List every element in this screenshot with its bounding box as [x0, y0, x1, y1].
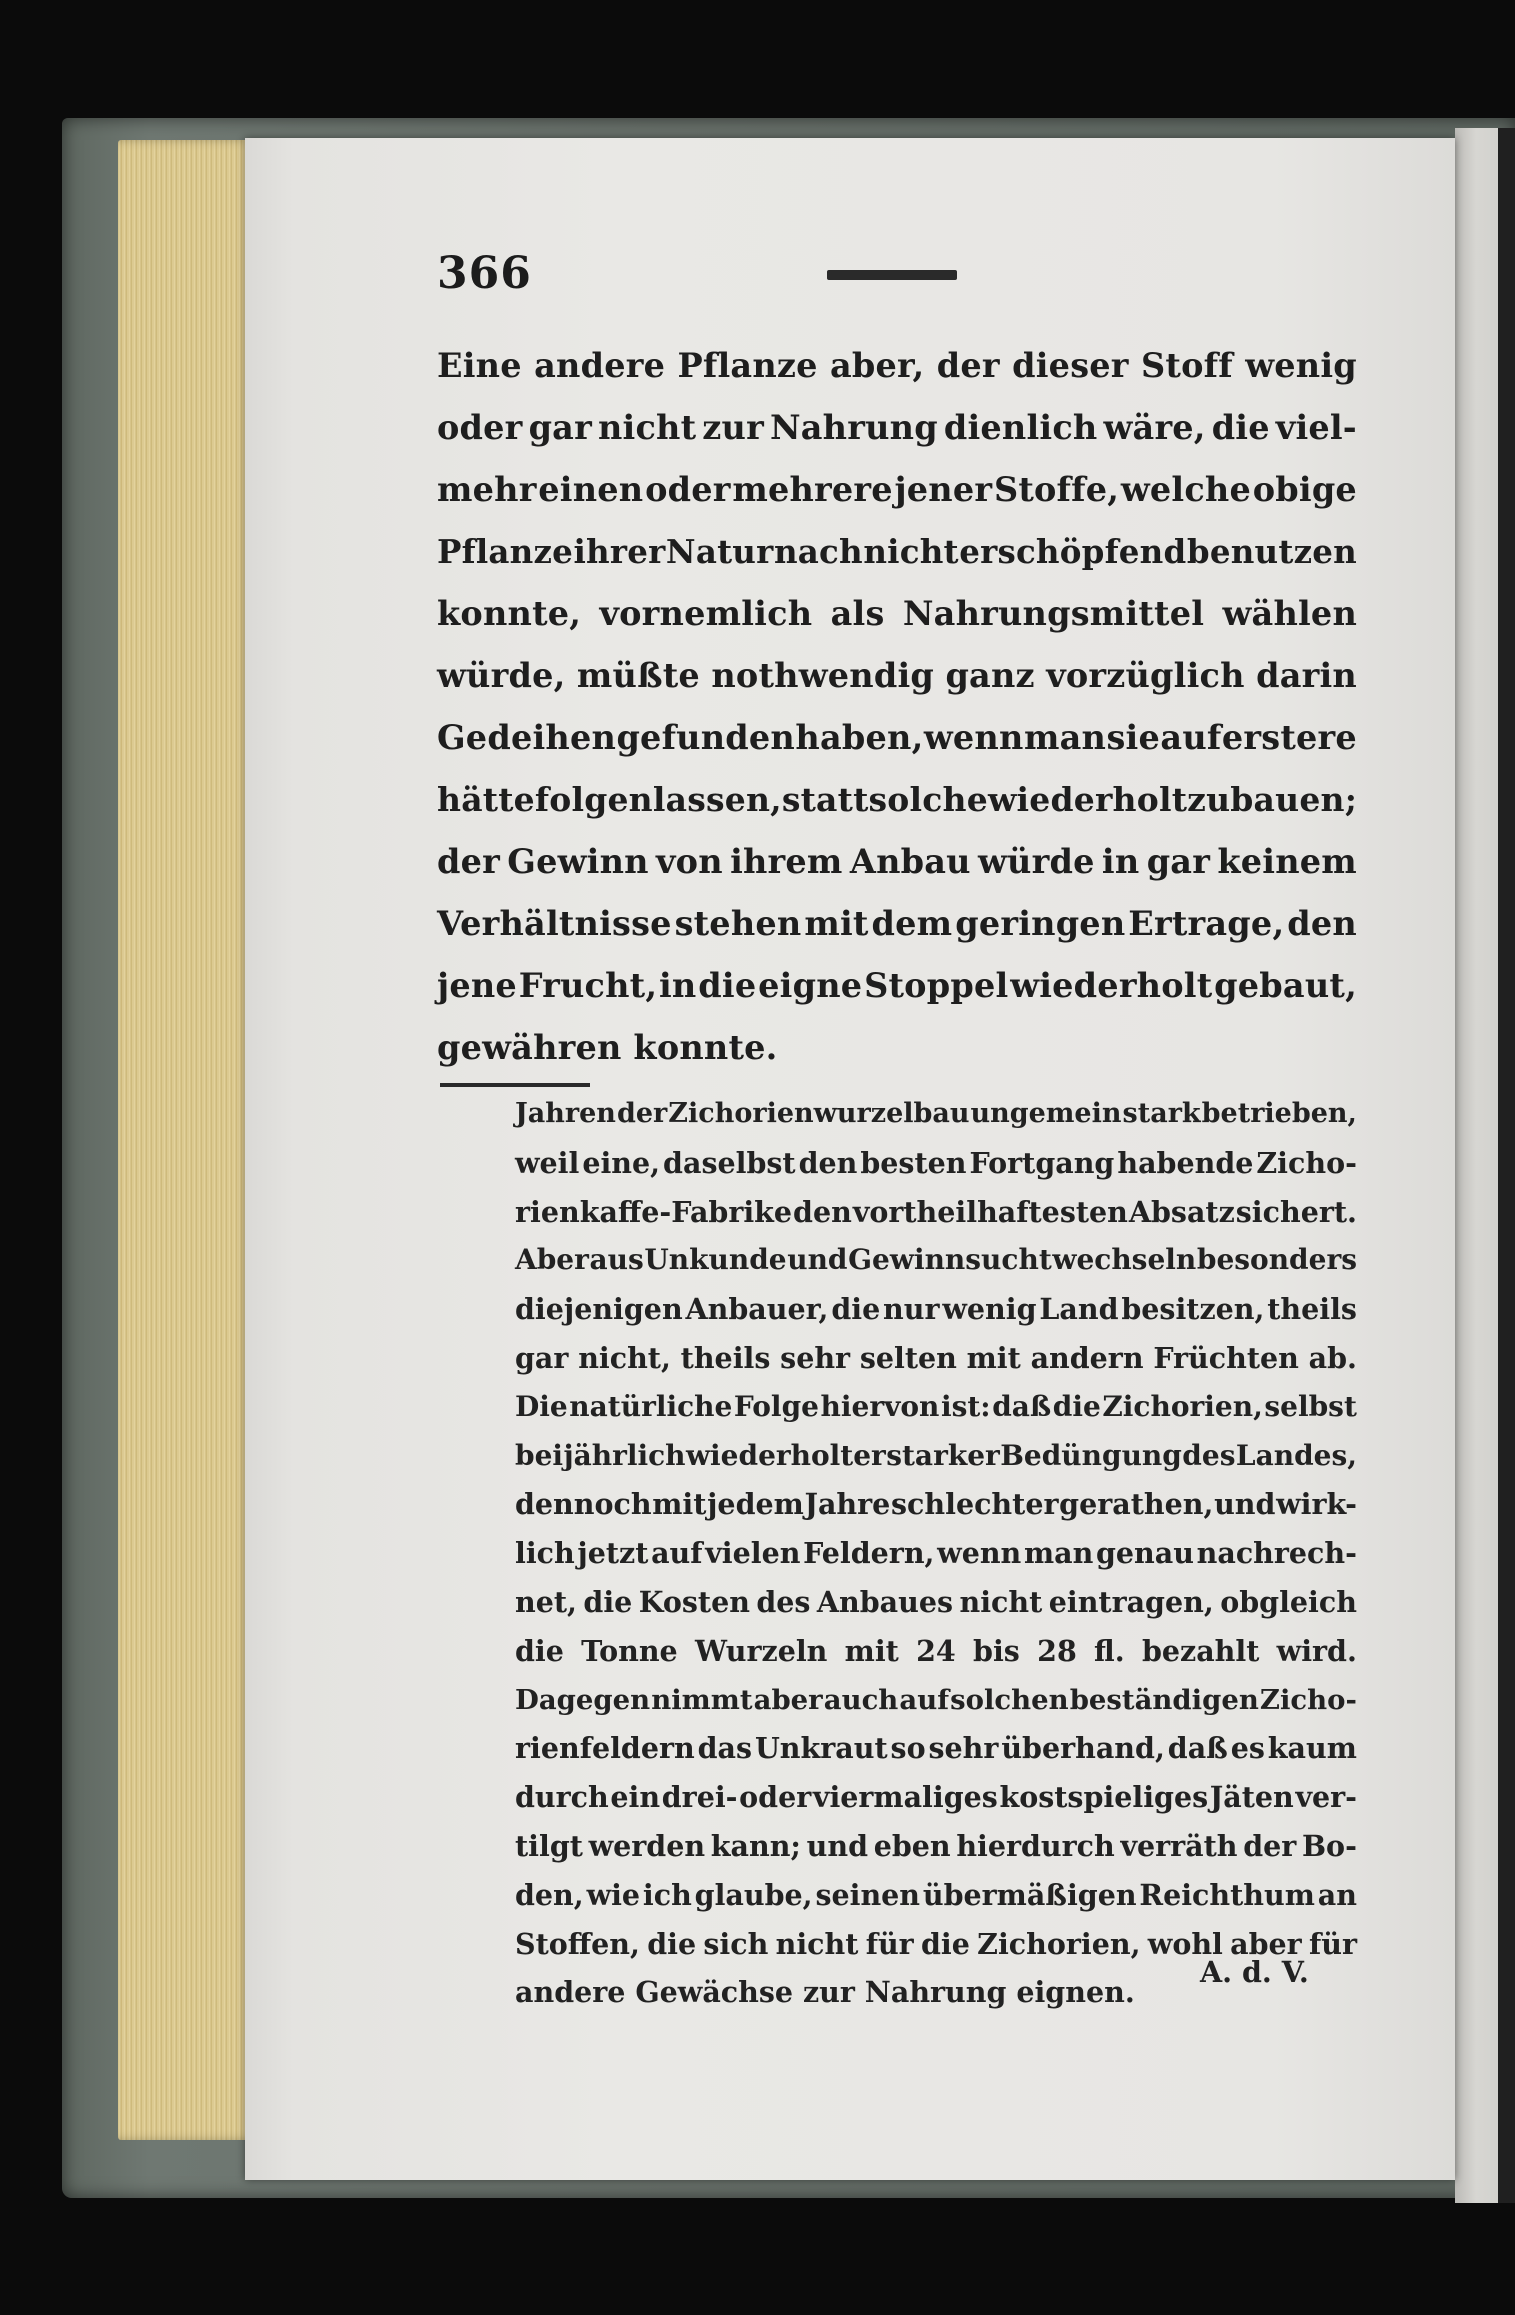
footnote-line: bei jährlich wiederholter starker Bedüngung des Landes, [515, 1438, 1357, 1472]
footnote-signature: A. d. V. [1200, 1955, 1309, 1989]
footnote-line: durch ein drei- oder viermaliges kostspieliges Jäten ver- [515, 1780, 1357, 1815]
text-line: Verhältnisse stehen mit dem geringen Ertrage, den [437, 904, 1357, 943]
footnote-line: tilgt werden kann; und eben hierdurch verräth der Bo- [515, 1828, 1357, 1863]
text-line: würde, müßte nothwendig ganz vorzüglich darin [437, 656, 1357, 695]
footnote-line: rienkaffe-Fabrike den vortheilhaftesten Absatz sichert. [515, 1194, 1357, 1229]
text-line: konnte, vornemlich als Nahrungsmittel wählen [437, 594, 1357, 633]
footnote-line: lich jetzt auf vielen Feldern, wenn man genau nachrech- [515, 1536, 1357, 1571]
footnote-line: dennoch mit jedem Jahre schlechter gerathen, und wirk- [515, 1487, 1357, 1522]
header-rule [827, 270, 957, 280]
footnote-line: den, wie ich glaube, seinen übermäßigen Reichthum an [515, 1877, 1357, 1912]
text-line: gewähren konnte. [437, 1028, 778, 1067]
facing-page-shadow [1498, 128, 1515, 2203]
footnote [515, 1090, 1357, 2017]
footnote-line: weil eine, daselbst den besten Fortgang habende Zicho- [515, 1145, 1357, 1180]
text-line: mehr einen oder mehrere jener Stoffe, welche obige [437, 470, 1357, 509]
text-line: jene Frucht, in die eigne Stoppel wiederholt gebaut, [437, 966, 1357, 1005]
footnote-line: Aber aus Unkunde und Gewinnsucht wechseln besonders [515, 1243, 1357, 1277]
footnote-line: gar nicht, theils sehr selten mit andern Früchten ab. [515, 1340, 1357, 1375]
footnote-line: rienfeldern das Unkraut so sehr überhand, daß es kaum [515, 1731, 1357, 1766]
footnote-line: Dagegen nimmt aber auch auf solchen beständigen Zicho- [515, 1683, 1357, 1716]
footnote-line: diejenigen Anbauer, die nur wenig Land besitzen, theils [515, 1292, 1357, 1327]
text-line: Gedeihen gefunden haben, wenn man sie auf erstere [437, 718, 1357, 757]
text-line: der Gewinn von ihrem Anbau würde in gar keinem [437, 842, 1357, 881]
footnote-line: Die natürliche Folge hiervon ist: daß die Zichorien, selbst [515, 1389, 1357, 1423]
text-line: oder gar nicht zur Nahrung dienlich wäre, die viel- [437, 408, 1357, 447]
main-paragraph [437, 335, 1357, 1079]
text-line: Pflanze ihrer Natur nach nicht erschöpfend benutzen [437, 532, 1357, 571]
footnote-line: net, die Kosten des Anbaues nicht eintragen, obgleich [515, 1584, 1357, 1619]
text-line: hätte folgen lassen, statt solche wiederholt zu bauen; [437, 780, 1358, 819]
footnote-line: Jahren der Zichorienwurzelbau ungemein stark betrieben, [515, 1098, 1357, 1129]
footnote-line: die Tonne Wurzeln mit 24 bis 28 fl. bezahlt wird. [515, 1633, 1357, 1668]
text-line: Eine andere Pflanze aber, der dieser Stoff wenig [437, 346, 1357, 385]
footnote-line: andere Gewächse zur Nahrung eignen. [515, 1975, 1135, 2010]
footnote-separator [440, 1083, 590, 1087]
page-number: 366 [437, 248, 532, 299]
footnote-line: Stoffen, die sich nicht für die Zichorien, wohl aber für [515, 1926, 1357, 1961]
page-header [437, 248, 1357, 318]
